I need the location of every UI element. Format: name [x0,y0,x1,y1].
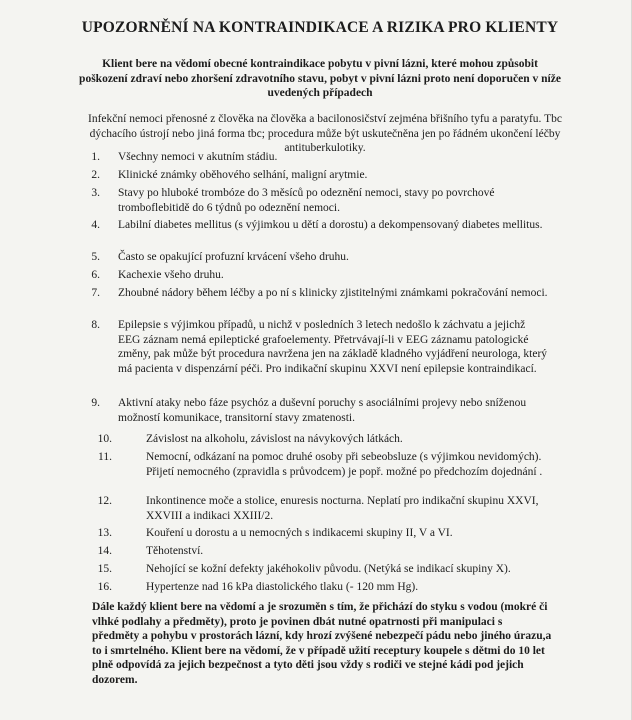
item-text: Všechny nemoci v akutním stádiu. [118,151,278,163]
item-number: 11. [98,451,112,463]
item-number: 15. [97,563,112,575]
item-text: Klinické známky oběhového selhání, maligní arytmie. [118,169,368,181]
item-number: 13. [97,527,112,539]
item-number: 8. [91,319,100,331]
item-text: Labilní diabetes mellitus (s výjimkou u dětí a dorostu) a dekompensovaný diabetes mellitus. [118,219,543,231]
item-text: Zhoubné nádory během léčby a po ní s klinicky zjistitelnými známkami pokračování nemoci. [118,287,548,299]
item-number: 4. [91,219,100,231]
item-number: 1. [91,151,100,163]
item-number: 12. [97,495,112,507]
item-number: 6. [91,269,100,281]
item-text: Kachexie všeho druhu. [118,269,224,281]
item-number: 10. [97,433,112,445]
item-text: Epilepsie s výjimkou případů, u nichž v posledních 3 letech nedošlo k záchvatu a jejichž EEG záznam nemá epileptické grafoelementy. Přetrvávají-li v EEG záznamu patologické změny, pak může být procedura navržena jen na základě kladného vyjádření neurologa, který má pacienta v dispenzární péči. Pro indikační skupinu XXVI není epilepsie kontraindikací. [118,319,548,375]
intro-paragraph: Klient bere na vědomí obecné kontraindikace pobytu v pivní lázni, které mohou způsobit poškození zdraví nebo zhoršení zdravotního stavu, pobyt v pivní lázni proto není doporučen v níže uvedených případech [79,58,561,99]
item-text: Nemocní, odkázaní na pomoc druhé osoby při sebeobsluze (s výjimkou nevidomých). Přijetí nemocného (zpravidla s průvodcem) je popř. možné po předchozím dojednání . [146,451,543,478]
closing-paragraph: Dále každý klient bere na vědomí a je srozuměn s tím, že přichází do styku s vodou (mokré či vlhké podlahy a předměty), proto je povinen dbát nutné opatrnosti při manipulaci s předměty a pohybu v prostorách lázní, kdy hrozí zvýšené nebezpečí pádu nebo jiného úrazu,a to i smrtelného. Klient bere na vědomí, že v případě užití receptury koupele s dětmi do 10 let plně odpovídá za jejich bezpečnost a tyto děti jsou vždy s rodiči ve stejné kádi pod jejich dozorem. [92,601,552,686]
item-number: 5. [91,251,100,263]
infectious-disease-paragraph: Infekční nemoci přenosné z člověka na člověka a bacilonosičství zejména břišního tyfu a paratyfu. Tbc dýchacího ústrojí nebo jiná forma tbc; procedura může být uskutečněna jen po řádném ukončení léčby antituberkulotiky. [88,113,562,154]
item-number: 3. [91,187,100,199]
item-text: Nehojící se kožní defekty jakéhokoliv původu. (Netýká se indikací skupiny X). [146,563,511,575]
item-number: 16. [97,581,112,593]
item-text: Často se opakující profuzní krvácení všeho druhu. [118,251,349,263]
item-text: Těhotenství. [146,545,204,557]
item-text: Inkontinence moče a stolice, enuresis nocturna. Neplatí pro indikační skupinu XXVI, XXVIII a indikaci XXIII/2. [146,495,539,522]
item-text: Závislost na alkoholu, závislost na návykových látkách. [146,433,403,445]
item-number: 14. [97,545,112,557]
item-text: Hypertenze nad 16 kPa diastolického tlaku (- 120 mm Hg). [146,581,419,593]
item-number: 9. [91,397,100,409]
item-text: Aktivní ataky nebo fáze psychóz a duševní poruchy s asociálními projevy nebo sníženou možností komunikace, transitorní stavy zmatenosti. [118,397,527,424]
item-number: 2. [91,169,100,181]
item-text: Kouření u dorostu a u nemocných s indikacemi skupiny II, V a VI. [146,527,453,539]
item-text: Stavy po hluboké trombóze do 3 měsíců po odeznění nemoci, stavy po povrchové tromboflebitidě do 6 týdnů po odeznění nemoci. [118,187,495,214]
document-title: UPOZORNĚNÍ NA KONTRAINDIKACE A RIZIKA PRO KLIENTY [81,19,559,36]
item-number: 7. [91,287,100,299]
